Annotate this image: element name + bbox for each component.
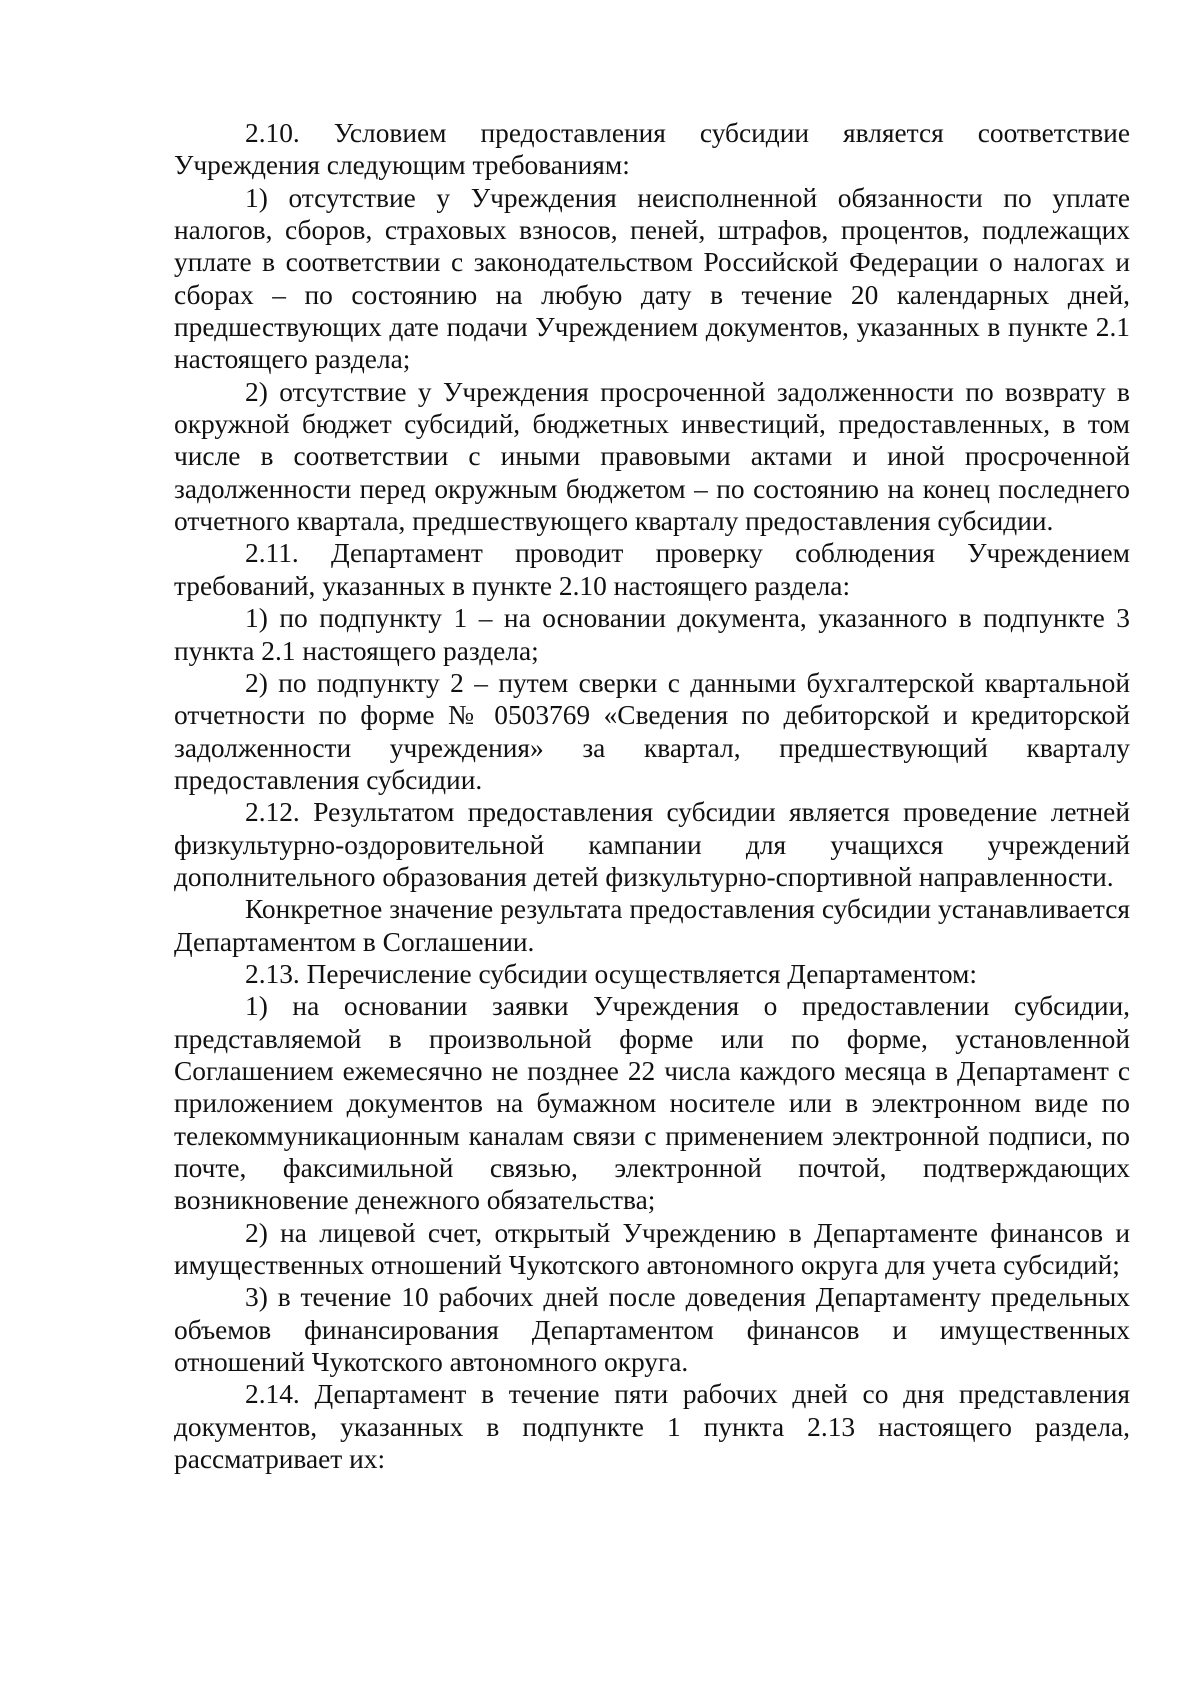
- paragraph-2-10-item-1: 1) отсутствие у Учреждения неисполненной обязанности по уплате налогов, сборов, страховых взносов, пеней, штрафов, процентов, подлежащих уплате в соответствии с законодательством Российской Федерации о налогах и сборах – по состоянию на любую дату в течение 20 календарных дней, предшествующих дате подачи Учреждением документов, указанных в пункте 2.1 настоящего раздела;: [174, 182, 1130, 375]
- paragraph-2-11-item-2: 2) по подпункту 2 – путем сверки с данными бухгалтерской квартальной отчетности по форме № 0503769 «Сведения по дебиторской и кредиторской задолженности учреждения» за квартал, предшествующий кварталу предоставления субсидии.: [174, 667, 1130, 795]
- paragraph-2-13-item-1: 1) на основании заявки Учреждения о предоставлении субсидии, представляемой в произвольной форме или по форме, установленной Соглашением ежемесячно не позднее 22 числа каждого месяца в Департамент с приложением документов на бумажном носителе или в электронном виде по телекоммуникационным каналам связи с применением электронной подписи, по почте, факсимильной связью, электронной почтой, подтверждающих возникновение денежного обязательства;: [174, 991, 1130, 1216]
- paragraph-2-13: 2.13. Перечисление субсидии осуществляется Департаментом:: [245, 958, 977, 989]
- paragraph-2-10-item-2: 2) отсутствие у Учреждения просроченной задолженности по возврату в окружной бюджет субсидий, бюджетных инвестиций, предоставленных, в том числе в соответствии с иными правовыми актами и иной просроченной задолженности перед окружным бюджетом – по состоянию на конец последнего отчетного квартала, предшествующего кварталу предоставления субсидии.: [174, 376, 1130, 537]
- paragraph-2-14: 2.14. Департамент в течение пяти рабочих дней со дня представления документов, указанных в подпункте 1 пункта 2.13 настоящего раздела, рассматривает их:: [174, 1379, 1130, 1475]
- paragraph-2-11: 2.11. Департамент проводит проверку соблюдения Учреждением требований, указанных в пункте 2.10 настоящего раздела:: [174, 538, 1130, 601]
- paragraph-2-12-value: Конкретное значение результата предоставления субсидии устанавливается Департаментом в Соглашении.: [174, 894, 1130, 957]
- paragraph-2-13-item-3: 3) в течение 10 рабочих дней после доведения Департаменту предельных объемов финансирования Департаментом финансов и имущественных отношений Чукотского автономного округа.: [174, 1282, 1130, 1378]
- paragraph-2-13-item-2: 2) на лицевой счет, открытый Учреждению в Департаменте финансов и имущественных отношений Чукотского автономного округа для учета субсидий;: [174, 1217, 1130, 1281]
- document-page: [174, 117, 1130, 1475]
- paragraph-2-12: 2.12. Результатом предоставления субсидии является проведение летней физкультурно-оздоровительной кампании для учащихся учреждений дополнительного образования детей физкультурно-спортивной направленности.: [174, 797, 1130, 892]
- paragraph-2-11-item-1: 1) по подпункту 1 – на основании документа, указанного в подпункте 3 пункта 2.1 настоящего раздела;: [174, 603, 1130, 666]
- paragraph-2-10: 2.10. Условием предоставления субсидии является соответствие Учреждения следующим требованиям:: [174, 118, 1130, 181]
